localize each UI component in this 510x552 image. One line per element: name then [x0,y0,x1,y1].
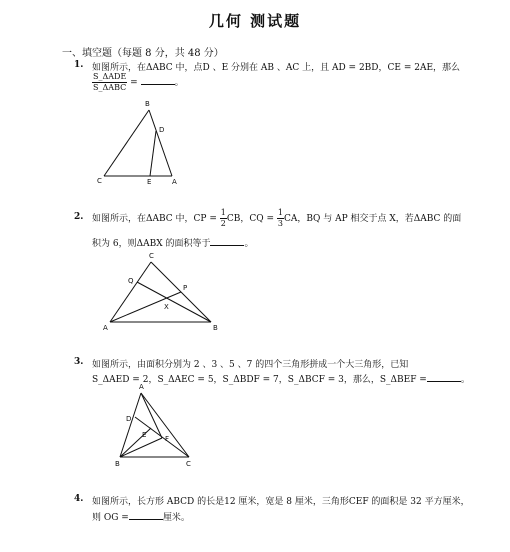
vertex-label: D [159,126,165,134]
fraction-one-half: $\frac{1}{2}$ [220,208,226,228]
problem-text: 如图所示，由面积分别为 2 、3 、5 、7 的四个三角形拼成一个大三角形，已知 [92,360,409,370]
vertex-label: B [115,460,120,468]
vertex-label: Q [128,277,134,285]
problem-text: 则 OG = 厘米。 [92,509,190,523]
problem-number: 3. [74,357,84,367]
vertex-label: B [213,324,218,332]
vertex-label: A [139,383,144,391]
vertex-label: E [147,178,152,186]
fraction-denominator: S_ΔABC [93,83,127,92]
problem-text: 如图所示，长方形 ABCD 的长是12 厘米，宽是 8 厘米，三角形CEF 的面积是 32 平方厘米， [92,497,470,507]
vertex-label: B [145,100,150,108]
fraction-one-third: $\frac{1}{3}$ [277,208,283,228]
vertex-label: A [103,324,108,332]
vertex-label: A [172,178,177,186]
vertex-label: C [149,252,154,260]
problem-number: 1. [74,60,84,70]
problem-number: 4. [74,494,84,504]
answer-blank[interactable] [129,509,163,520]
vertex-label: F [165,435,170,443]
vertex-label: C [186,460,191,468]
vertex-label: E [142,431,147,439]
vertex-label: X [164,303,169,311]
vertex-label: P [183,284,188,292]
fraction-numerator: S_ΔADE [93,72,127,81]
problem-text: 如图所示，在ΔABC 中，点D 、E 分别在 AB 、AC 上，且 AD = 2BD，CE = 2AE，那么 [92,63,461,73]
problem-number: 2. [74,212,84,222]
equals-sign: = [130,78,138,88]
section-heading: 一、填空题（每题 8 分，共 48 分） [62,48,224,59]
problem-text: 。 [174,78,184,88]
vertex-label: D [126,415,132,423]
problem-text: 积为 6，则ΔABX 的面积等于 。 [92,235,253,249]
vertex-label: C [97,177,102,185]
problem-text: S_ΔAED = 2，S_ΔAEC = 5，S_ΔBDF = 7，S_ΔBCF = 3，那么，S_ΔBEF = 。 [92,371,470,385]
page-title: 几何 测试题 [208,12,302,30]
problem-text: 如图所示，在ΔABC 中，CP = $\frac{1}{2}$ CB，CQ = $\frac{1}{3}$ CA，BQ 与 AP 相交于点 X，若ΔABC 的面 [92,208,462,228]
